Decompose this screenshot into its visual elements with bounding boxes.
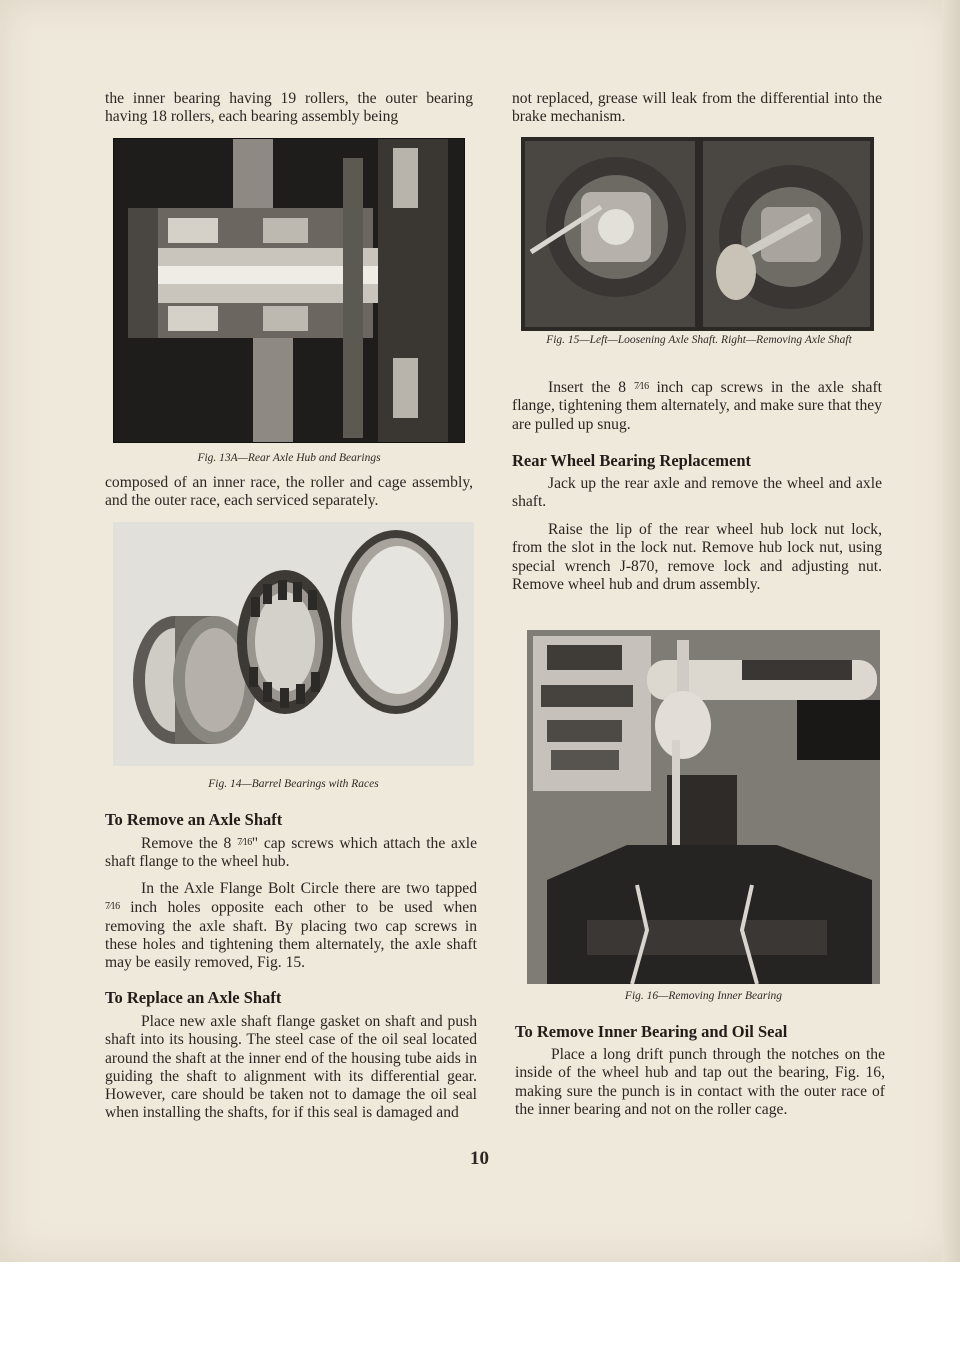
page-number: 10 — [470, 1148, 489, 1169]
fig16-caption: Fig. 16—Removing Inner Bearing — [624, 990, 783, 1002]
right-top-paragraph: not replaced, grease will leak from the differential into the brake mechanism. — [512, 90, 882, 126]
removing-inner-bearing-image — [527, 630, 880, 984]
heading-replace-axle-shaft: To Replace an Axle Shaft — [105, 988, 282, 1007]
rwb-paragraph-2: Raise the lip of the rear wheel hub lock nut lock, from the slot in the lock nut. Remove hub lock nut, using special wrench J-870, remove lock and adjusting nut. Remove wheel hub and drum assembly. — [512, 521, 882, 593]
inner-bearing-paragraph: Place a long drift punch through the notches on the inside of the wheel hub and tap out the bearing, Fig. 16, making sure the punch is in contact with the outer race of the inner bearing and not on the roller cage. — [515, 1046, 885, 1118]
remove-p2-fraction: 7⁄16 — [105, 901, 120, 913]
insert-p-text-a: Insert the 8 — [548, 379, 627, 396]
heading-remove-axle-shaft: To Remove an Axle Shaft — [105, 810, 283, 829]
remove-p2-text-a: In the Axle Flange Bolt Circle there are two tapped — [141, 880, 477, 897]
remove-p2-text-b: inch holes opposite each other to be used when removing the axle shaft. By placing two cap screws in these holes and tightening them alternately, the axle shaft may be easily removed, Fig. 15. — [105, 899, 477, 972]
heading-rear-wheel-bearing-replacement: Rear Wheel Bearing Replacement — [512, 451, 752, 470]
rwb-paragraph-1: Jack up the rear axle and remove the wheel and axle shaft. — [512, 475, 882, 511]
left-after-fig13-paragraph: composed of an inner race, the roller and cage assembly, and the outer race, each serviced separately. — [105, 474, 473, 510]
heading-remove-inner-bearing: To Remove Inner Bearing and Oil Seal — [515, 1022, 788, 1041]
fig15-photo — [521, 137, 874, 331]
remove-p1-text-a: Remove the 8 — [141, 835, 232, 852]
left-top-paragraph: the inner bearing having 19 rollers, the outer bearing having 18 rollers, each bearing assembly being — [105, 90, 473, 126]
fig14-photo — [113, 522, 474, 766]
replace-axle-paragraph: Place new axle shaft flange gasket on shaft and push shaft into its housing. The steel case of the oil seal located around the shaft at the inner end of the housing tube aids in guiding the shaft to alignment with its differential gear. However, care should be taken not to damage the oil seal when installing the shafts, for if this seal is damaged and — [105, 1013, 477, 1122]
remove-p1-text-b: " cap screws which attach the axle shaft flange to the wheel hub. — [105, 835, 477, 871]
insert-cap-screws-paragraph — [512, 378, 882, 434]
remove-axle-paragraph-1 — [105, 834, 477, 872]
barrel-bearings-image — [113, 522, 474, 766]
remove-axle-paragraph-2 — [105, 880, 477, 972]
insert-p-fraction: 7⁄16 — [633, 381, 649, 392]
page-edge — [942, 0, 960, 1262]
fig14-caption: Fig. 14—Barrel Bearings with Races — [208, 778, 379, 790]
fig16-photo — [527, 630, 880, 984]
fig13a-caption: Fig. 13A—Rear Axle Hub and Bearings — [197, 452, 381, 464]
axle-hub-cutaway-image — [113, 138, 465, 443]
insert-p-text-b: inch cap screws in the axle shaft flange, tightening them alternately, and make sure that they are pulled up snug. — [512, 379, 882, 433]
fig15-caption: Fig. 15—Left—Loosening Axle Shaft. Right—Removing Axle Shaft — [546, 334, 852, 346]
remove-p1-fraction: 7⁄16 — [237, 837, 252, 848]
fig13a-photo — [113, 138, 465, 443]
loosening-removing-axle-image — [521, 137, 874, 331]
